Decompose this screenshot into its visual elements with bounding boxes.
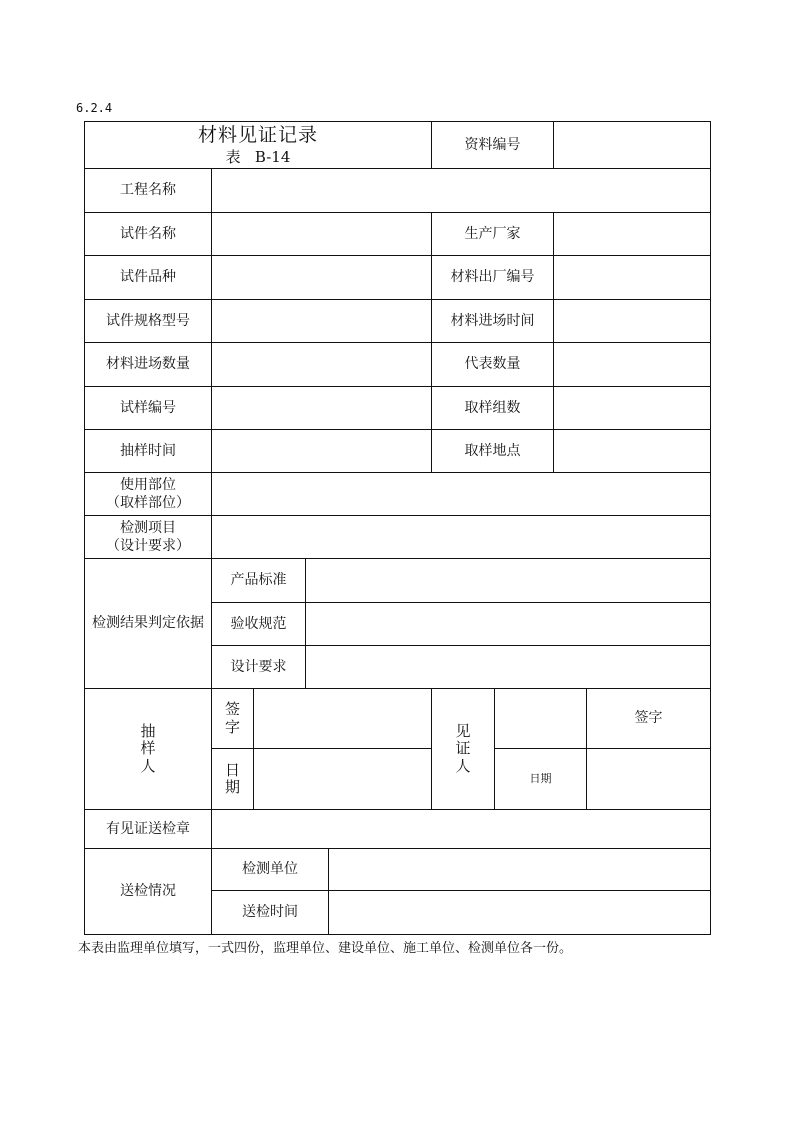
submit-time-field[interactable] [329,891,710,934]
submit-time-label: 送检时间 [212,891,329,934]
rep-qty-field[interactable] [554,343,710,387]
judgment-basis-label: 检测结果判定依据 [85,559,212,689]
sampling-place-label: 取样地点 [432,430,554,473]
sampler-label [85,689,212,810]
test-items-label [85,516,212,559]
manufacturer-label: 生产厂家 [432,213,554,256]
design-req-field[interactable] [306,646,710,689]
witness-sign-field[interactable] [495,689,587,749]
sampling-time-field[interactable] [212,430,432,473]
sample-no-label: 试样编号 [85,387,212,430]
form-title: 材料见证记录 [197,123,318,146]
sampler-sign-label [212,689,254,749]
witness-char-1: 见 [455,722,471,741]
form-footnote: 本表由监理单位填写，一式四份，监理单位、建设单位、施工单位、检测单位各一份。 [78,941,573,956]
sign-char-2: 字 [224,717,240,736]
doc-number-field[interactable] [554,122,710,169]
entry-time-label: 材料进场时间 [432,300,554,343]
specimen-variety-field[interactable] [212,256,432,300]
test-items-field[interactable] [212,516,710,559]
product-standard-label: 产品标准 [212,559,306,603]
product-standard-field[interactable] [306,559,710,603]
witness-date-field[interactable] [587,749,710,810]
date-char-2: 期 [224,778,240,796]
manufacturer-field[interactable] [554,213,710,256]
sampling-time-label: 抽样时间 [85,430,212,473]
witness-label [432,689,495,810]
section-number: 6.2.4 [76,101,113,115]
witness-sign-label: 签字 [587,689,710,749]
sampler-char-2: 样 [140,739,156,758]
factory-no-field[interactable] [554,256,710,300]
project-name-field[interactable] [212,169,710,213]
table-code: B-14 [254,147,291,166]
sampler-char-3: 人 [140,756,156,775]
rep-qty-label: 代表数量 [432,343,554,387]
sampler-date-field[interactable] [254,749,432,810]
table-number [226,148,291,168]
specimen-spec-field[interactable] [212,300,432,343]
test-unit-field[interactable] [329,849,710,891]
submission-label: 送检情况 [85,849,212,934]
entry-time-field[interactable] [554,300,710,343]
test-items-label-line2: （设计要求） [106,538,190,554]
use-part-label-line1: 使用部位 [120,476,176,493]
sample-groups-label: 取样组数 [432,387,554,430]
use-part-label [85,473,212,516]
doc-number-label: 资料编号 [432,122,554,169]
factory-no-label: 材料出厂编号 [432,256,554,300]
sampler-date-label [212,749,254,810]
sampler-char-1: 抽 [140,722,156,741]
project-name-label: 工程名称 [85,169,212,213]
date-char-1: 日 [224,760,240,779]
sampler-sign-field[interactable] [254,689,432,749]
design-req-label: 设计要求 [212,646,306,689]
witness-char-3: 人 [455,756,471,775]
specimen-variety-label: 试件品种 [85,256,212,300]
material-witness-form [84,121,711,935]
table-label: 表 [225,147,241,166]
sample-groups-field[interactable] [554,387,710,430]
sample-no-field[interactable] [212,387,432,430]
witness-seal-field[interactable] [212,810,710,849]
specimen-name-field[interactable] [212,213,432,256]
test-items-label-line1: 检测项目 [120,519,176,536]
witness-seal-label: 有见证送检章 [85,810,212,849]
test-unit-label: 检测单位 [212,849,329,891]
use-part-label-line2: （取样部位） [106,495,190,511]
witness-date-label: 日期 [495,749,587,810]
sampling-place-field[interactable] [554,430,710,473]
use-part-field[interactable] [212,473,710,516]
witness-char-2: 证 [455,739,471,758]
form-title-cell [85,122,432,169]
entry-qty-label: 材料进场数量 [85,343,212,387]
acceptance-spec-field[interactable] [306,603,710,646]
sign-char-1: 签 [224,700,240,719]
entry-qty-field[interactable] [212,343,432,387]
specimen-name-label: 试件名称 [85,213,212,256]
specimen-spec-label: 试件规格型号 [85,300,212,343]
acceptance-spec-label: 验收规范 [212,603,306,646]
